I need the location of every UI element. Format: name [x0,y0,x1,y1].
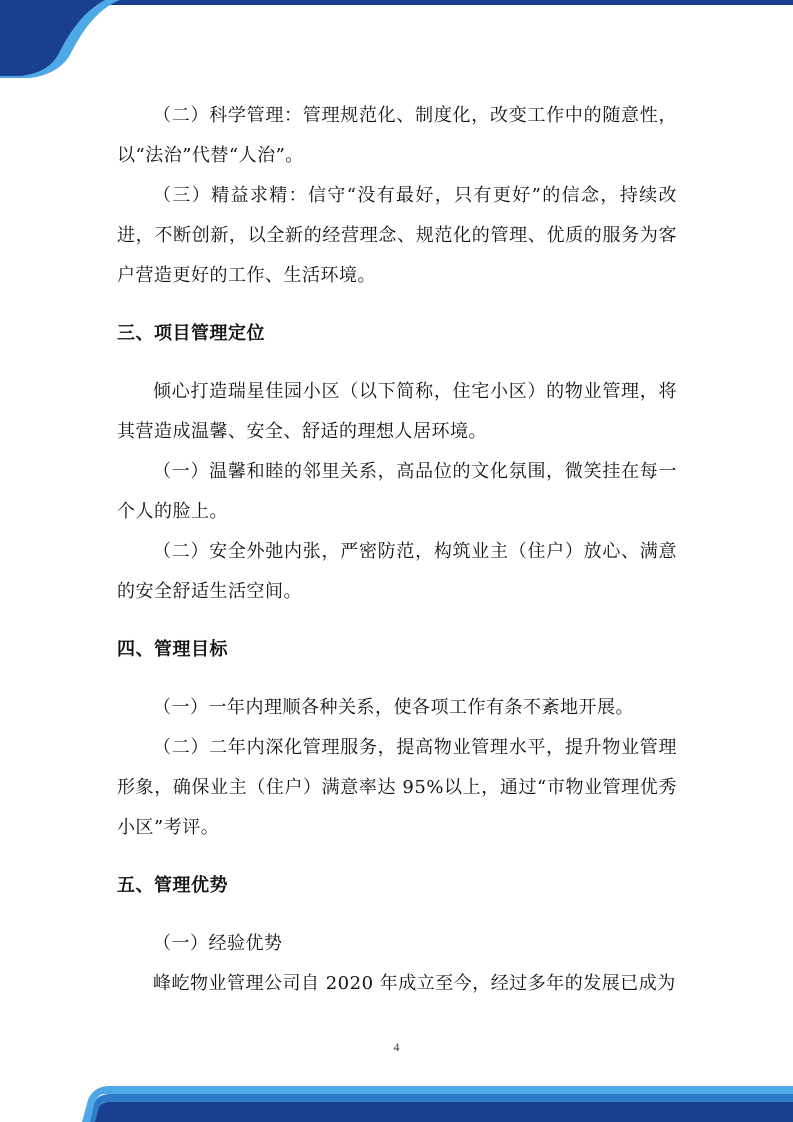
paragraph: （二）科学管理：管理规范化、制度化，改变工作中的随意性，以“法治”代替“人治”。 [117,105,677,166]
paragraph: 倾心打造瑞星佳园小区（以下简称，住宅小区）的物业管理，将其营造成温馨、安全、舒适的理想人居环境。 [117,381,677,442]
footer-decoration [0,1080,793,1122]
paragraph: （一）经验优势 [153,933,283,954]
document-body [117,96,677,1004]
section-heading: 四、管理目标 [117,639,228,660]
paragraph: 峰屹物业管理公司自 2020 年成立至今，经过多年的发展已成为 [153,973,676,994]
page-number: 4 [393,1040,400,1054]
paragraph: （一）一年内理顺各种关系，使各项工作有条不紊地开展。 [153,697,634,718]
paragraph: （一）温馨和睦的邻里关系，高品位的文化氛围，微笑挂在每一个人的脸上。 [117,461,677,522]
header-top-bar [0,0,793,5]
footer-stripe-navy [95,1102,793,1122]
paragraph: （二）安全外弛内张，严密防范，构筑业主（住户）放心、满意的安全舒适生活空间。 [117,541,677,602]
section-heading: 五、管理优势 [117,875,228,896]
paragraph: （三）精益求精：信守“没有最好，只有更好”的信念，持续改进，不断创新，以全新的经营理念、规范化的管理、优质的服务为客户营造更好的工作、生活环境。 [117,185,677,286]
paragraph: （二）二年内深化管理服务，提高物业管理水平，提升物业管理形象，确保业主（住户）满意率达 95%以上，通过“市物业管理优秀小区”考评。 [117,737,677,838]
header-decoration [0,0,793,80]
section-heading: 三、项目管理定位 [117,323,265,344]
